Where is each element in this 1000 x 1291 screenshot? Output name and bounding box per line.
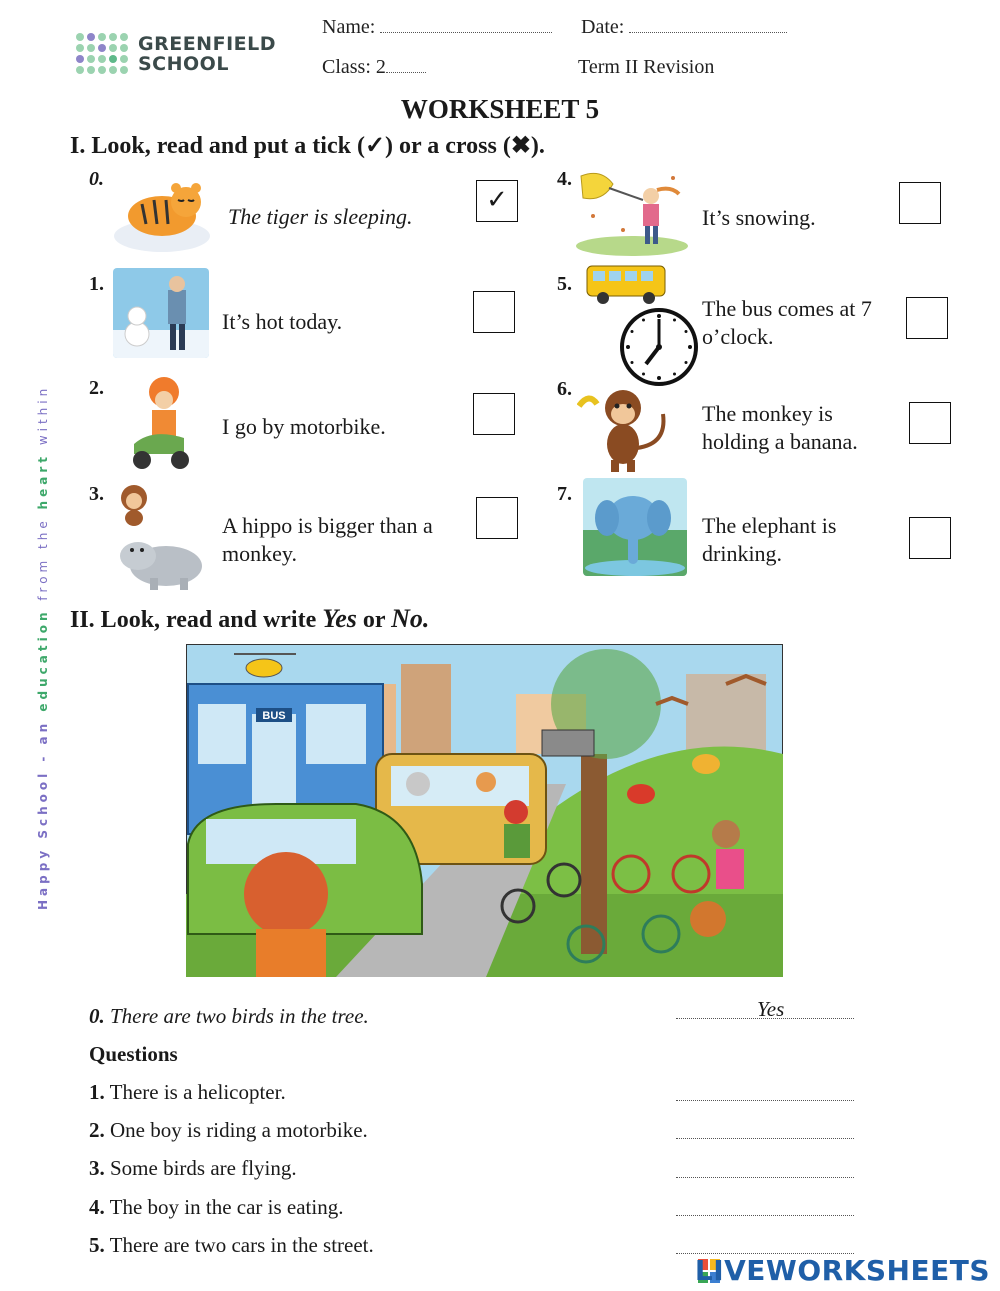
item3-sentence: A hippo is bigger than a monkey. <box>222 513 433 566</box>
question-3 <box>89 1156 297 1181</box>
date-field <box>581 16 787 39</box>
item4-number: 4. <box>557 168 572 190</box>
item4-answer-box[interactable] <box>899 182 941 224</box>
street-scene-image <box>186 644 783 977</box>
item5-number: 5. <box>557 273 572 295</box>
section1-heading: I. Look, read and put a tick (✓) or a cross (✖). <box>70 133 545 159</box>
class-dots <box>386 72 426 73</box>
date-input-line[interactable] <box>629 32 787 33</box>
name-field <box>322 16 552 39</box>
item0-sentence: The tiger is sleeping. <box>228 204 413 229</box>
example-row <box>89 1004 369 1029</box>
side-motto-part1: Happy School - an <box>36 711 50 910</box>
tiger-image <box>112 176 212 254</box>
question-3-text: Some birds are flying. <box>110 1156 297 1180</box>
question-5-text: There are two cars in the street. <box>109 1233 374 1257</box>
section2-heading-prefix: II. Look, read and write <box>70 607 317 633</box>
question-2-text: One boy is riding a motorbike. <box>110 1118 368 1142</box>
school-logo-icon <box>74 32 130 76</box>
item2-number: 2. <box>89 377 104 399</box>
question-2 <box>89 1118 368 1143</box>
item0-answer-box[interactable]: ✓ <box>476 180 518 222</box>
question-5 <box>89 1233 374 1258</box>
question-1-number: 1. <box>89 1080 105 1104</box>
windy-girl-image <box>573 166 691 258</box>
side-motto-part5: within <box>36 384 50 453</box>
question-3-number: 3. <box>89 1156 105 1180</box>
item1-sentence: It’s hot today. <box>222 309 343 334</box>
item1-number: 1. <box>89 273 104 295</box>
question-4 <box>89 1195 343 1220</box>
side-motto-part3: from the <box>36 509 50 609</box>
section2-heading-yes: Yes <box>322 604 357 633</box>
question-4-text: The boy in the car is eating. <box>109 1195 344 1219</box>
question-2-answer[interactable] <box>676 1137 854 1139</box>
item2-sentence: I go by motorbike. <box>222 414 386 439</box>
side-motto-part2: education <box>36 608 50 712</box>
school-name-line1: GREENFIELD <box>138 33 276 55</box>
item3-number: 3. <box>89 483 104 505</box>
question-5-number: 5. <box>89 1233 105 1257</box>
item6-sentence: The monkey is holding a banana. <box>702 401 858 454</box>
section2-heading-no: No. <box>391 604 430 633</box>
example-number: 0. <box>89 1004 105 1028</box>
question-3-answer[interactable] <box>676 1176 854 1178</box>
item0-number: 0. <box>89 168 104 190</box>
bus-image <box>585 262 667 306</box>
section2-heading <box>70 604 429 634</box>
elephant-image <box>583 478 687 576</box>
term-label: Term II Revision <box>578 56 715 78</box>
side-motto <box>36 385 50 910</box>
class-label: Class: <box>322 56 371 78</box>
snow-man-image <box>113 268 209 358</box>
question-4-answer[interactable] <box>676 1214 854 1216</box>
liveworksheets-brand[interactable]: LIVEWORKSHEETS <box>694 1254 990 1287</box>
item7-number: 7. <box>557 483 572 505</box>
example-answer: Yes <box>757 997 785 1021</box>
item7-answer-box[interactable] <box>909 517 951 559</box>
school-name <box>138 34 276 74</box>
item5-sentence: The bus comes at 7 o’clock. <box>702 296 872 349</box>
item4-sentence: It’s snowing. <box>702 205 816 230</box>
item3-answer-box[interactable] <box>476 497 518 539</box>
motorbike-boy-image <box>128 374 194 472</box>
section2-heading-or: or <box>362 607 386 633</box>
item7-sentence: The elephant is drinking. <box>702 513 837 566</box>
item1-answer-box[interactable] <box>473 291 515 333</box>
class-value: 2 <box>375 56 386 78</box>
item2-answer-box[interactable] <box>473 393 515 435</box>
questions-label: Questions <box>89 1042 178 1066</box>
clock-icon <box>619 307 699 387</box>
name-label: Name: <box>322 16 376 38</box>
example-text: There are two birds in the tree. <box>110 1004 369 1028</box>
question-1-text: There is a helicopter. <box>109 1080 286 1104</box>
school-name-line2: SCHOOL <box>138 53 229 75</box>
worksheet-title: WORKSHEET 5 <box>400 94 600 124</box>
side-motto-part4: heart <box>36 453 50 510</box>
monkey-banana-image <box>577 388 673 474</box>
item6-answer-box[interactable] <box>909 402 951 444</box>
hippo-monkey-image <box>110 482 206 592</box>
question-2-number: 2. <box>89 1118 105 1142</box>
question-1-answer[interactable] <box>676 1099 854 1101</box>
date-label: Date: <box>581 16 625 38</box>
question-4-number: 4. <box>89 1195 105 1219</box>
bus-sign: BUS <box>262 710 286 722</box>
class-field <box>322 56 426 79</box>
question-1 <box>89 1080 286 1105</box>
name-input-line[interactable] <box>380 32 552 33</box>
item5-answer-box[interactable] <box>906 297 948 339</box>
item6-number: 6. <box>557 378 572 400</box>
